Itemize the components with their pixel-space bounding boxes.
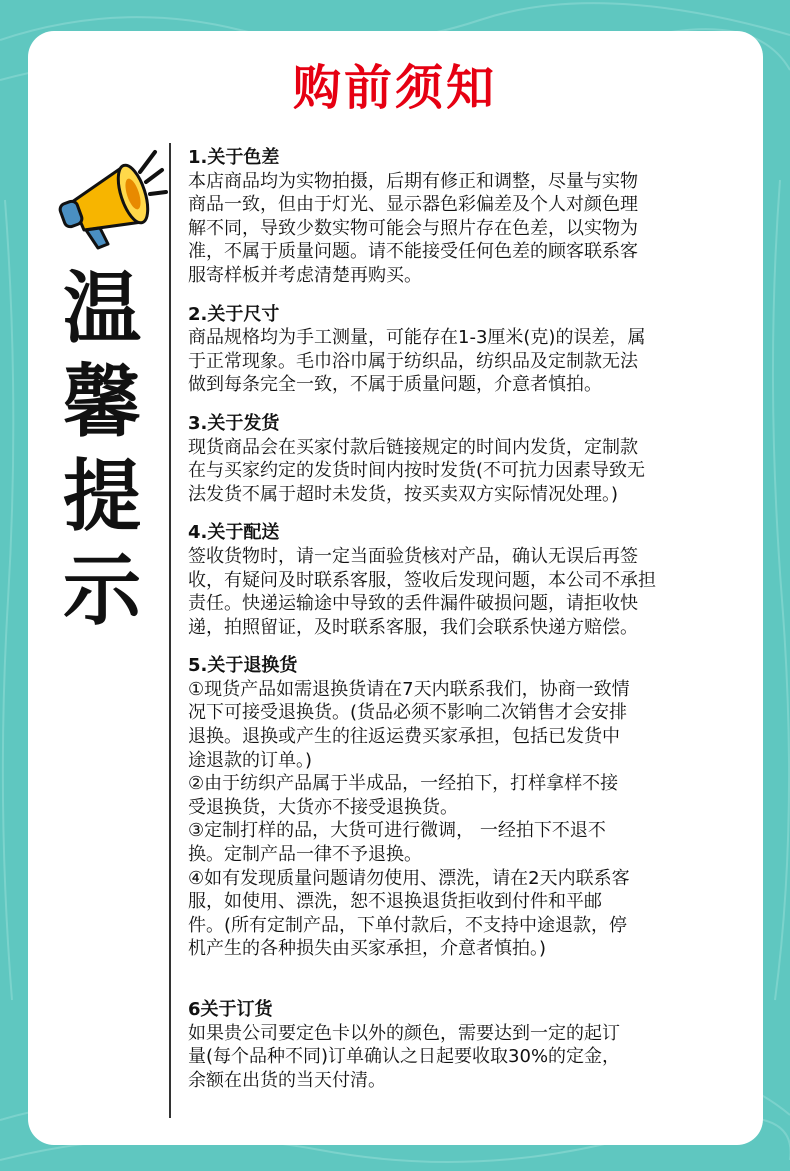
section-line: 服寄样板并考虑清楚再购买。 xyxy=(188,264,422,286)
side-title-char: 馨 xyxy=(62,358,141,448)
section-size xyxy=(188,303,753,397)
section-line: 本店商品均为实物拍摄，后期有修正和调整，尽量与实物 xyxy=(188,170,638,192)
section-delivery xyxy=(188,521,753,639)
section-returns xyxy=(188,654,753,961)
section-line: 做到每条完全一致，不属于质量问题，介意者慎拍。 xyxy=(188,374,602,396)
side-title xyxy=(52,262,152,638)
section-heading: 4.关于配送 xyxy=(188,522,280,544)
section-heading: 3.关于发货 xyxy=(188,412,280,434)
section-line: 于正常现象。毛巾浴巾属于纺织品，纺织品及定制款无法 xyxy=(188,350,638,372)
section-line: 责任。快递运输途中导致的丢件漏件破损问题，请拒收快 xyxy=(188,593,638,615)
section-line: 递，拍照留证，及时联系客服，我们会联系快递方赔偿。 xyxy=(188,616,638,638)
section-line: 如果贵公司要定色卡以外的颜色，需要达到一定的起订 xyxy=(188,1022,620,1044)
section-line: 服，如使用、漂洗，恕不退换退货拒收到付件和平邮 xyxy=(188,891,602,913)
section-heading: 2.关于尺寸 xyxy=(188,303,280,325)
spacer xyxy=(188,976,753,998)
side-title-char: 示 xyxy=(62,546,141,636)
section-line: 途退款的订单。) xyxy=(188,749,313,771)
section-line: 准，不属于质量问题。请不能接受任何色差的顾客联系客 xyxy=(188,241,638,263)
section-line: 机产生的各种损失由买家承担，介意者慎拍。) xyxy=(188,938,547,960)
section-line: ①现货产品如需退换货请在7天内联系我们，协商一致情 xyxy=(188,678,630,700)
section-line: 签收货物时，请一定当面验货核对产品，确认无误后再签 xyxy=(188,545,638,567)
section-line: 法发货不属于超时未发货，按买卖双方实际情况处理。) xyxy=(188,483,619,505)
section-line: 受退换货，大货亦不接受退换货。 xyxy=(188,796,458,818)
section-line: 况下可接受退换货。(货品必须不影响二次销售才会安排 xyxy=(188,702,628,724)
section-ordering xyxy=(188,998,753,1092)
section-line: 退换。退换或产生的往返运费买家承担，包括已发货中 xyxy=(188,726,620,748)
notice-content xyxy=(188,146,753,1107)
section-heading: 1.关于色差 xyxy=(188,147,280,168)
section-line: 件。(所有定制产品，下单付款后，不支持中途退款，停 xyxy=(188,914,628,936)
side-title-char: 温 xyxy=(62,264,141,354)
section-line: ④如有发现质量问题请勿使用、漂洗，请在2天内联系客 xyxy=(188,867,630,889)
section-line: 量(每个品种不同)订单确认之日起要收取30%的定金， xyxy=(188,1046,621,1068)
page-title: 购前须知 xyxy=(292,60,497,116)
section-color-difference xyxy=(188,146,753,288)
section-line: 解不同，导致少数实物可能会与照片存在色差，以实物为 xyxy=(188,217,638,239)
section-line: 换。定制产品一律不予退换。 xyxy=(188,844,422,866)
section-line: 余额在出货的当天付清。 xyxy=(188,1069,386,1091)
section-line: 收，有疑问及时联系客服，签收后发现问题，本公司不承担 xyxy=(188,569,656,591)
section-line: ③定制打样的品，大货可进行微调， 一经拍下不退不 xyxy=(188,820,606,842)
section-line: 现货商品会在买家付款后链接规定的时间内发货，定制款 xyxy=(188,436,638,458)
section-line: 商品一致，但由于灯光、显示器色彩偏差及个人对颜色理 xyxy=(188,194,638,216)
section-heading: 5.关于退换货 xyxy=(188,655,298,677)
section-heading: 6关于订货 xyxy=(188,999,273,1020)
section-line: 商品规格均为手工测量，可能存在1-3厘米(克)的误差，属 xyxy=(188,327,646,349)
vertical-divider xyxy=(169,143,171,1118)
section-line: 在与买家约定的发货时间内按时发货(不可抗力因素导致无 xyxy=(188,460,646,482)
side-title-char: 提 xyxy=(62,452,141,542)
section-shipping xyxy=(188,412,753,506)
section-line: ②由于纺织产品属于半成品，一经拍下，打样拿样不接 xyxy=(188,773,619,795)
megaphone-icon xyxy=(58,142,168,254)
